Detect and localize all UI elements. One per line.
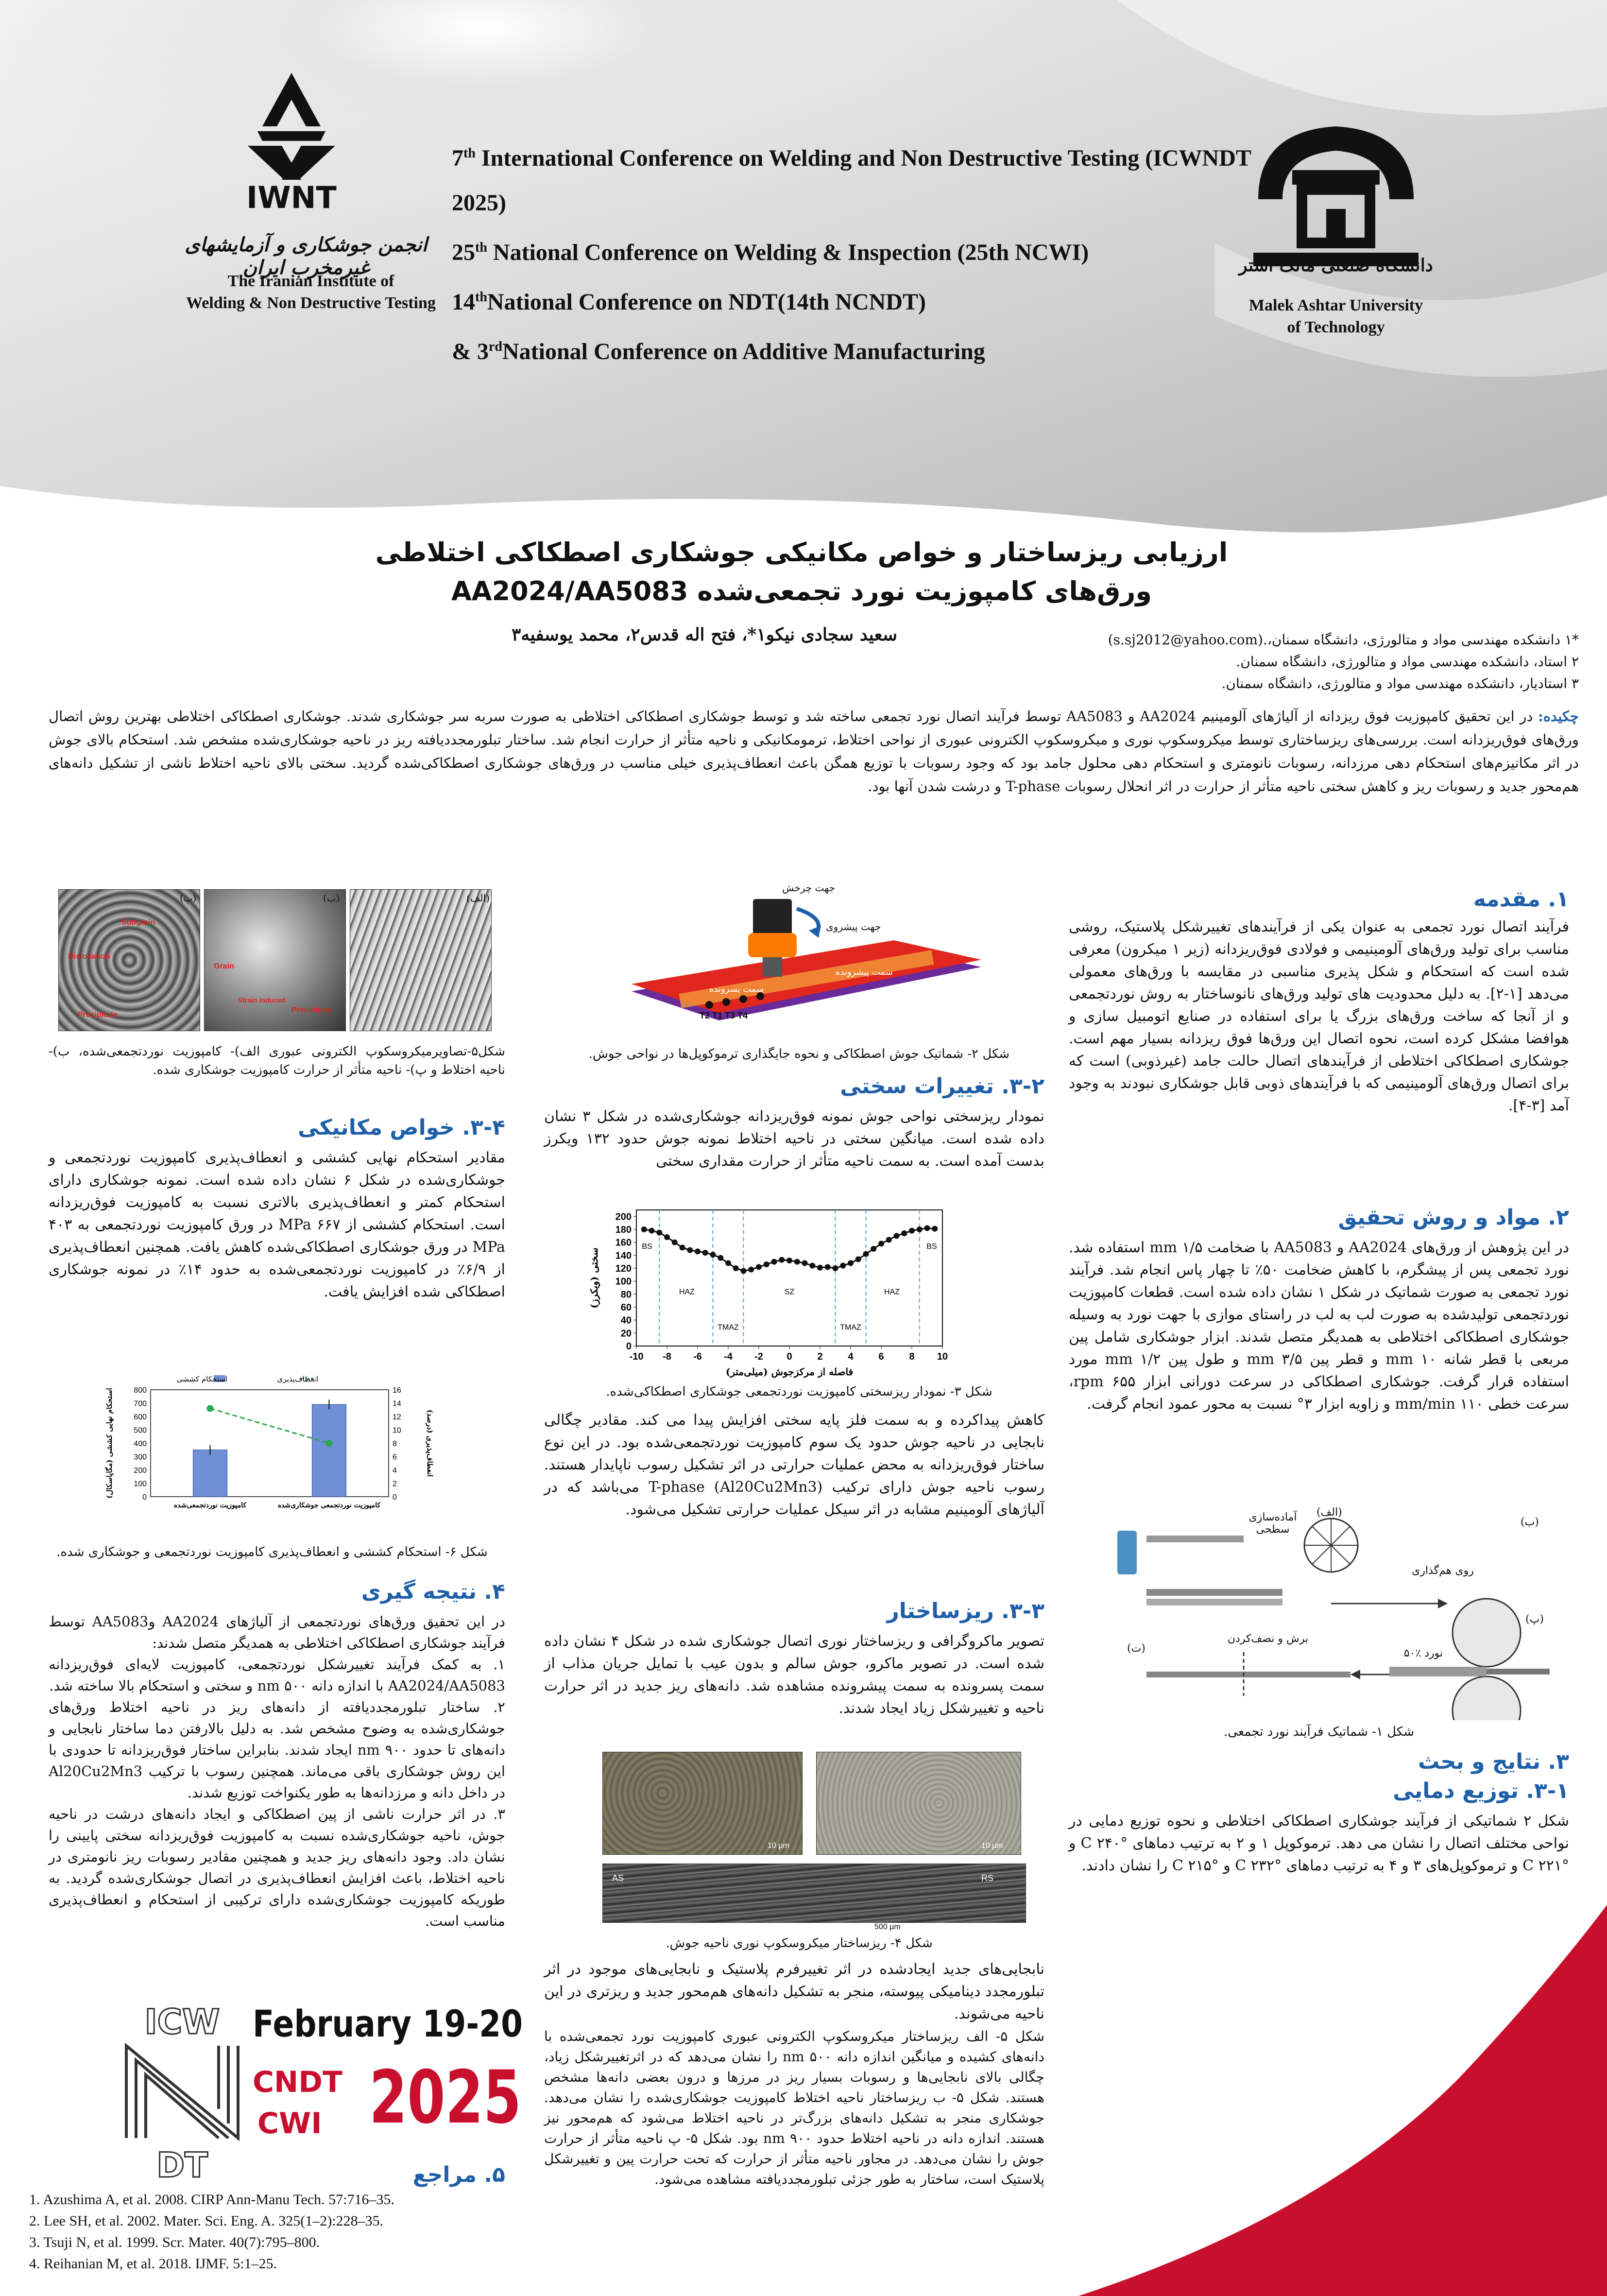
hardness-point — [894, 1233, 900, 1239]
figure-1 — [1098, 1506, 1555, 1720]
reference-item: 1. Azushima A, et al. 2008. CIRP Ann-Manu Tech. 57:716–35. — [29, 2192, 395, 2208]
hardness-point — [917, 1226, 923, 1232]
fig4-scale-2: 10 µm — [981, 1842, 1003, 1850]
fig1-label-b-text: روی هم‌گذاری — [1412, 1565, 1474, 1577]
y-right-tick-label: 16 — [393, 1386, 401, 1395]
conclusion-item: ۱. به کمک فرآیند تغییرشکل نوردتجمعی، کامپوزیت لایه‌ای فوق‌ریزدانه AA2024/AA5083 با اندازه دانه ۵۰۰ nm و سختی و استحکام بالا ساخته شد. — [49, 1656, 505, 1694]
upper-roll — [1453, 1599, 1521, 1667]
paper-title-line2: ورق‌های کامپوزیت نورد تجمعی‌شده AA2024/AA5083 — [451, 576, 1152, 606]
legend-label: استحکام کششی — [176, 1375, 227, 1383]
icwndt-logo — [117, 2002, 248, 2187]
x-tick-label: -2 — [754, 1351, 763, 1362]
figure-5 — [58, 889, 496, 1035]
results-heading: ۳. نتایج و بحث — [1418, 1749, 1569, 1774]
elongation-line — [210, 1409, 329, 1444]
fig2-rotation-label: جهت چرخش — [782, 882, 835, 894]
x-tick-label: 2 — [817, 1351, 823, 1362]
y-right-tick-label: 0 — [393, 1493, 397, 1502]
abstract — [49, 705, 1579, 798]
y-right-tick-label: 8 — [393, 1440, 397, 1448]
y-right-tick-label: 12 — [393, 1413, 401, 1421]
conclusion-item: ۲. ساختار تبلورمجددیافته از دانه‌های ریز در ناحیه اختلاط ورق‌های جوشکاری‌شده به وضوح مشخص شد. به دلیل بالارفتن دما ساختار نابجایی و دانه‌های تا حدود ۹۰۰ nm ایجاد شدند. بنابراین ساختار فوق‌ریزدانه تا حدودی با این روش جوشکاری باقی می‌ماند. همچنین رسوب با ترکیب Al20Cu2Mn3 در داخل دانه و مرزدانه‌ها به طور یکنواخت توزیع شدند. — [49, 1699, 505, 1801]
hardness-point — [802, 1260, 808, 1266]
fig5-precipitate-b: Precipitate — [291, 1006, 331, 1014]
figure-6 — [97, 1370, 447, 1536]
y-tick-label: 160 — [615, 1237, 632, 1248]
figure-2 — [622, 880, 1001, 1025]
iwnt-logo-text: IWNT — [246, 180, 337, 215]
y-right-tick-label: 14 — [393, 1399, 401, 1408]
micrograph-left — [602, 1752, 803, 1855]
authors: سعید سجادی نیکو۱*، فتح اله قدس۲، محمد یوسفیه۳ — [511, 624, 898, 645]
y-tick-label: 60 — [620, 1302, 632, 1313]
hardness-point — [794, 1259, 800, 1265]
results-sub3-text-c: شکل ۵- الف ریزساختار میکروسکوپ الکترونی عبوری کامپوزیت نورد تجمعی‌شده با دانه‌های کشیده و میانگین اندازه دانه ۵۰۰ nm را نشان می‌دهد که در اثرتغییرشکل زیاد، چگالی بالای نابجایی‌ها و رسوبات بسیار ریز در مرزها و درون بعضی دانه‌ها مشخص هستند. شکل ۵- ب ریزساختار ناحیه اختلاط کامپوزیت جوشکاری‌شده را نشان می‌دهد. جوشکاری منجر به تشکیل دانه‌های بزرگ‌تر در ناحیه اختلاط می‌شود که هم‌محور نیز هستند. اندازه دانه در ناحیه اختلاط حدود ۹۰۰ nm بود. شکل ۵- پ ناحیه متأثر از حرارت جوش را نشان می‌دهد. در مجاور ناحیه متأثر از حرارت که تحت حرارت پین و تغییرشکل پلاستیک است، ساختار به طور جزئی تبلورمجددیافته مشاهده می‌شود. — [544, 2028, 1045, 2187]
x-tick-label: -4 — [724, 1351, 733, 1362]
event-date: February 19-20 — [253, 2002, 523, 2045]
fig2-advancing-side: سمت پیشرونده — [836, 967, 893, 977]
mut-en-name-2: of Technology — [1287, 318, 1385, 336]
x-tick-label: -6 — [693, 1351, 702, 1362]
conference-line: 14thNational Conference on NDT(14th NCNDT) — [452, 289, 926, 315]
y-tick-label: 20 — [620, 1328, 632, 1339]
zone-label: TMAZ — [718, 1323, 739, 1332]
fig5-precipitate-c: Precipitate — [78, 1011, 118, 1019]
fig2-retreating-side: سمت پسرونده — [709, 984, 764, 994]
strength-bar — [312, 1404, 346, 1497]
event-year: 2025 — [369, 2055, 522, 2140]
hardness-point — [886, 1237, 892, 1243]
hardness-point — [786, 1258, 792, 1263]
y-left-tick-label: 300 — [134, 1453, 147, 1462]
y-left-axis-label: استحکام نهایی کششی (مگاپاسکال) — [105, 1388, 114, 1499]
figure-2-caption: شکل ۲- شماتیک جوش اصطکاکی و نحوه جایگذاری ترموکوپل‌ها در نواحی جوش. — [588, 1047, 1010, 1061]
references-heading: ۵. مراجع — [412, 2162, 505, 2187]
hardness-point — [771, 1259, 777, 1265]
y-right-tick-label: 10 — [393, 1426, 401, 1435]
hardness-point — [840, 1263, 846, 1269]
hardness-point — [878, 1241, 884, 1246]
figure-3-caption: شکل ۳- نمودار ریزسختی کامپوزیت نوردتجمعی جوشکاری اصطکاکی‌شده. — [606, 1384, 992, 1399]
conclusion-text — [49, 1611, 505, 1932]
hardness-point — [871, 1246, 876, 1252]
zone-label: BS — [926, 1243, 937, 1251]
hardness-point — [848, 1260, 854, 1266]
hardness-point — [863, 1251, 869, 1257]
abstract-text: در این تحقیق کامپوزیت فوق ریزدانه از آلیاژهای آلومینیم AA2024 و AA5083 توسط فرآیند اتصال نورد تجمعی ساخته شد و توسط جوشکاری اصطکاکی اختلاطی به صورت سربه سر جوشکاری شدند. جوشکاری اصطکاکی اختلاطی بهترین روش اتصال ورق‌های فوق‌ریزدانه است. بررسی‌های ریزساختاری توسط میکروسکوپ نوری و میکروسکوپ الکترونی عبوری از نواحی اختلاط، ترمومکانیکی و ناحیه متأثر از حرارت انجام شد. ساختار تبلورمجددیافته ریز در ناحیه جوشکاری‌شده مشخص شد. استحکام بالای جوش در اثر مکانیزم‌های استحکام دهی مرزدانه، رسوبات نانومتری و استحکام دهی محلول جامد بود که وجود رسوبات با توزیع همگن باعث انعطاف‌پذیری خیلی مناسب در ورق‌های جوشکاری اصطکاکی‌شده گردید. سختی بالای ناحیه اختلاط ناشی از تشکیل دانه‌های هم‌محور جدید و رسوبات ریز و کاهش سختی ناحیه متأثر از حرارت در اثر انحلال رسوبات T-phase و درشت شدن آنها بود. — [49, 708, 1579, 794]
hardness-point — [855, 1256, 861, 1262]
hardness-point — [756, 1264, 762, 1270]
fig5-label-a: (الف) — [466, 892, 490, 904]
hardness-point — [741, 1268, 747, 1274]
results-sub4-heading: ۳-۴. خواص مکانیکی — [298, 1115, 505, 1140]
intro-text: فرآیند اتصال نورد تجمعی به عنوان یکی از فرآیندهای تغییرشکل پلاستیک، روشی مناسب برای تولید ورق‌های آلومینیمی و فولادی فوق‌ریزدانه (زیر ۱ میکرون) معرفی شده است که استحکام و شکل پذیری مناسبی در مقایسه با ورق‌های معمولی می‌دهد [۱-۲]. به دلیل محدودیت های تولید ورق‌های نانوساختار به روش نوردتجمعی و از آنجا که ساخت ورق‌های بزرگ یا برای استفاده در صنایع اتومبیل سازی و هوافضا مشکل کرده است، نحوه اتصال این ورق‌ها فوق ریزدانه بسیار مهم است. جوشکاری اصطکاکی اختلاطی از فرآیندهای اتصال حالت جامد (غیرذوبی) است که برای اتصال ورق‌های آلومینیمی که با فرآیندهای ذوبی قابل جوشکاری نبودند به وجود آمد [۳-۴]. — [1069, 918, 1570, 1114]
fig1-label-c: (پ) — [1525, 1613, 1544, 1625]
intro-heading: ۱. مقدمه — [1473, 887, 1569, 912]
y-left-tick-label: 700 — [134, 1399, 147, 1408]
fig4-rs-label: RS — [981, 1873, 994, 1883]
x-tick-label: -8 — [663, 1351, 671, 1362]
conference-line: 25th National Conference on Welding & Inspection (25th NCWI) — [452, 240, 1089, 265]
hardness-point — [817, 1265, 823, 1271]
reference-item: 3. Tsuji N, et al. 1999. Scr. Mater. 40(7):795–800. — [29, 2234, 320, 2250]
hardness-point — [932, 1226, 938, 1232]
y-tick-label: 0 — [626, 1341, 632, 1352]
affiliation-3: ۳ استادیار، دانشکده مهندسی مواد و متالورژی، دانشگاه سمنان. — [1221, 675, 1579, 691]
fig5-grain: Grain — [214, 962, 234, 970]
results-sub2-heading: ۳-۲. تغییرات سختی — [840, 1074, 1044, 1099]
micrograph-right — [816, 1752, 1021, 1855]
fig5-label-b: (ب) — [323, 892, 340, 904]
icwndt-logo-bottom: DT — [156, 2145, 208, 2185]
plot-frame — [636, 1210, 942, 1346]
zone-label: TMAZ — [840, 1323, 861, 1332]
y-tick-label: 40 — [620, 1315, 632, 1326]
hardness-point — [656, 1230, 662, 1236]
hardness-chart — [583, 1200, 952, 1380]
y-left-tick-label: 0 — [142, 1493, 147, 1502]
hardness-point — [909, 1228, 915, 1234]
fig1-label-a: (الف) — [1316, 1506, 1342, 1519]
iwnt-en-name-1: The Iranian Institute of — [227, 272, 394, 290]
reference-item: 2. Lee SH, et al. 2002. Mater. Sci. Eng. A. 325(1–2):228–35. — [29, 2213, 384, 2229]
tem-image-a — [350, 889, 492, 1031]
conference-line: & 3rdNational Conference on Additive Manufacturing — [452, 339, 985, 364]
fig4-scale-1: 10 µm — [768, 1842, 789, 1850]
results-sub3-text: تصویر ماکروگرافی و ریزساختار نوری اتصال جوشکاری شده در شکل ۴ نشان داده شده است. در تصویر ماکرو، جوش سالم و بدون عیب با تمایل جریان مذاب از سمت پسرونده به سمت پیشرونده مشاهده شد. دانه‌های ریز جدید در اثر حرارت ناحیه و تغییرشکل زیاد ایجاد شدند. — [544, 1633, 1044, 1717]
y-right-tick-label: 4 — [393, 1467, 397, 1475]
arb-schematic — [1098, 1506, 1555, 1720]
mut-logo — [1244, 117, 1428, 277]
affiliation-2: ۲ استاد، دانشکده مهندسی مواد و متالورژی، دانشگاه سمنان. — [1236, 654, 1579, 670]
zone-label: HAZ — [679, 1288, 695, 1296]
lower-roll — [1453, 1676, 1521, 1720]
cndt-label: CNDT — [253, 2065, 342, 2099]
category-label: کامپوزیت نوردتجمعی جوشکاری‌شده — [277, 1502, 381, 1509]
x-tick-label: -10 — [629, 1351, 644, 1362]
hardness-point — [825, 1264, 831, 1270]
hardness-point — [764, 1261, 769, 1267]
y-left-tick-label: 200 — [134, 1467, 147, 1475]
legend-label: انعطاف‌پذیری — [277, 1375, 318, 1383]
hardness-point — [809, 1263, 815, 1269]
category-label: کامپوزیت نوردتجمعی‌شده — [173, 1502, 247, 1509]
methods-heading: ۲. مواد و روش تحقیق — [1338, 1205, 1569, 1230]
hardness-point — [833, 1265, 838, 1271]
results-sub2-text-b: کاهش پیداکرده و به سمت فلز پایه سختی افزایش پیدا می کند. مقادیر چگالی نابجایی در ناحیه جوش حدود یک سوم کامپوزیت نوردتجمعی‌شده بود. در این نوع ساختار فوق‌ریزدانه به محض عملیات حرارتی در اثر تشکیل رسوب ناپایدار هستند. رسوب ناحیه جوش دارای ترکیب T-phase (Al20Cu2Mn3) می‌باشد که در آلیاژهای آلومینیم مشابه در اثر سیکل عملیات حرارتی تشکیل می‌شود. — [544, 1412, 1044, 1518]
affiliation-1: *۱ دانشکده مهندسی مواد و متالورژی، دانشگاه سمنان،.(s.sj2012@yahoo.com) — [1108, 632, 1579, 648]
references — [29, 2189, 515, 2275]
mut-en-name-1: Malek Ashtar University — [1248, 296, 1423, 314]
y-left-tick-label: 600 — [134, 1413, 147, 1421]
fig2-thermocouples: T2 T1 T3 T4 — [700, 1011, 748, 1020]
cwi-label: CWI — [257, 2106, 322, 2141]
x-tick-label: 10 — [937, 1351, 948, 1362]
zone-label: BS — [642, 1243, 652, 1251]
hardness-point — [748, 1267, 754, 1273]
hardness-point — [695, 1248, 701, 1254]
y-tick-label: 140 — [615, 1250, 632, 1261]
results-sub3-heading: ۳-۳. ریزساختار — [887, 1599, 1044, 1623]
fig5-subgrain: Subgrain — [121, 918, 155, 927]
fig4-as-label: AS — [612, 1873, 624, 1883]
conclusion-intro: در این تحقیق ورق‌های نوردتجمعی از آلیاژهای AA2024 وAA5083 توسط فرآیند جوشکاری اصطکاکی اختلاطی به همدیگر متصل شدند: — [49, 1613, 505, 1651]
mut-fa-name: دانشگاه صنعتی مالک اشتر — [1239, 255, 1433, 276]
x-axis-label: فاصله از مرکزجوش (میلی‌متر) — [725, 1366, 854, 1378]
strength-bar — [193, 1450, 227, 1497]
y-right-tick-label: 6 — [393, 1453, 397, 1462]
plot-frame — [151, 1390, 389, 1497]
figure-6-caption: شکل ۶- استحکام کششی و انعطاف‌پذیری کامپوزیت نوردتجمعی و جوشکاری شده. — [56, 1545, 488, 1559]
hardness-point — [641, 1226, 647, 1232]
hardness-point — [901, 1230, 907, 1236]
figure-3 — [583, 1200, 952, 1380]
hardness-point — [649, 1228, 655, 1234]
degreasing-bottle — [1117, 1531, 1137, 1574]
zone-label: HAZ — [884, 1288, 900, 1296]
fig1-label-d: (ت) — [1127, 1642, 1145, 1655]
abstract-label: چکیده: — [1538, 708, 1579, 725]
figure-1-caption: شکل ۱- شماتیک فرآیند نورد تجمعی. — [1223, 1725, 1415, 1739]
hardness-point — [779, 1257, 785, 1263]
results-sub4-text: مقادیر استحکام نهایی کششی و انعطاف‌پذیری کامپوزیت نوردتجمعی و جوشکاری‌شده در شکل ۶ نشان داده شده است. نمونه جوشکاری دارای استحکام کمتر و انعطاف‌پذیری بالاتری نسبت به کامپوزیت فوق‌ریزدانه است. استحکام کششی از ۶۶۷ MPa در ورق کامپوزیت نوردتجمعی به ۴۰۳ MPa در ورق جوشکاری اصطکاکی‌شده کاهش یافت. همچنین انعطاف‌پذیری از ۶/۹٪ در کامپوزیت نوردتجمعی‌شده به حدود ۱۴٪ در نمونه جوشکاری اصطکاکی شده افزایش یافت. — [49, 1149, 505, 1300]
y-left-tick-label: 100 — [134, 1480, 147, 1488]
tensile-chart — [97, 1370, 447, 1536]
reference-item: 4. Reihanian M, et al. 2018. IJMF. 5:1–25. — [29, 2256, 277, 2272]
y-tick-label: 80 — [620, 1289, 632, 1300]
y-tick-label: 180 — [615, 1225, 632, 1235]
y-axis-label: سختی (ویکرز) — [588, 1247, 600, 1309]
results-sub3-text-b: نابجایی‌های جدید ایجادشده در اثر تغییرفرم پلاستیک و نابجایی‌های موجود در اثر تبلورمجدد دینامیکی پیوسته، منجر به تشکیل دانه‌های هم‌محور جدید و ریزتری در این ناحیه می‌شوند. — [544, 1961, 1044, 2022]
red-corner-decoration — [1078, 1905, 1607, 2296]
elongation-point — [207, 1405, 214, 1412]
y-left-tick-label: 500 — [134, 1426, 147, 1435]
y-tick-label: 100 — [615, 1276, 632, 1287]
macrograph — [602, 1864, 1026, 1923]
conference-line: 7th International Conference on Welding and Non Destructive Testing (ICWNDT 2025) — [452, 145, 1251, 216]
x-tick-label: 0 — [786, 1351, 792, 1362]
hardness-point — [672, 1240, 678, 1245]
hardness-point — [718, 1255, 723, 1261]
fig5-label-c: (پ) — [180, 892, 197, 904]
elongation-point — [326, 1440, 333, 1447]
hardness-point — [725, 1260, 731, 1266]
fig4-scale-3: 500 µm — [874, 1923, 901, 1931]
zone-label: SZ — [784, 1288, 795, 1296]
fig2-advance-label: جهت پیشروی — [826, 921, 881, 932]
icwndt-logo-top: ICW — [144, 2002, 220, 2042]
hardness-point — [924, 1225, 930, 1231]
fig1-label-d-text: برش و نصف‌کردن — [1227, 1633, 1309, 1645]
y-right-tick-label: 2 — [393, 1480, 397, 1488]
hardness-point — [680, 1244, 685, 1250]
x-tick-label: 6 — [878, 1351, 884, 1362]
fig5-dislocation: Dislocation — [68, 952, 110, 961]
fsw-schematic — [622, 880, 1001, 1025]
y-left-tick-label: 400 — [134, 1440, 147, 1448]
y-left-tick-label: 800 — [134, 1386, 147, 1395]
fig1-label-b: (ب) — [1521, 1516, 1539, 1528]
x-tick-label: 4 — [848, 1351, 854, 1362]
figure-5-caption: شکل۵-تصاویرمیکروسکوپ الکترونی عبوری الف)- کامپوزیت نوردتجمعی‌شده، ب)- ناحیه اختلاط و پ)- ناحیه متأثر از حرارت کامپوزیت جوشکاری شده. — [49, 1044, 505, 1077]
hardness-point — [710, 1252, 716, 1258]
fig1-label-c-text: نورد ٪۵۰ — [1403, 1647, 1443, 1659]
methods-text: در این پژوهش از ورق‌های AA2024 و AA5083 با ضخامت ۱/۵ mm استفاده شد. نورد تجمعی پس از پیشگرم، با کاهش ضخامت ۵۰٪ تا چهار پاس انجام شد. فرآیند نورد تجمعی به صورت شماتیک در شکل ۱ نشان داده شده است. قطعات کامپوزیت نوردتجمعی تولیدشده به صورت لب به لب در راستای موازی با جهت نورد به وسیله جوشکاری اصطکاکی اختلاطی به همدیگر متصل شدند. ابزار جوشکاری شامل پین مربعی با قطر شانه ۱۰ mm و قطر پین ۳/۵ mm و طول پین ۱/۲ mm مورد استفاده قرار گرفت. جوشکاری اصطکاکی در سرعت دورانی ابزار ۶۵۵ rpm، سرعت خطی ۱۱۰ mm/min و زاویه ابزار ۳° نسبت به محور عمود انجام گرفت. — [1069, 1239, 1569, 1413]
icwndt-n-mark — [121, 2041, 243, 2143]
x-tick-label: 8 — [909, 1351, 915, 1362]
iwnt-fa-name: انجمن جوشکاری و آزمایشهای غیرمخرب ایران — [185, 233, 427, 279]
conclusion-item: ۳. در اثر حرارت ناشی از پین اصطکاکی و ایجاد دانه‌های درشت در ناحیه جوش، ناحیه جوشکاری‌شده نسبت به کامپوزیت فوق‌ریزدانه سختی پایینی را نشان داد. وجود دانه‌های ریز جدید و همچنین مقادیر رسوبات ریز نانومتری در ناحیه اختلاط، باعث افزایش انعطاف‌پذیری در اتصال جوشکاری‌شده گردید. به طوریکه کامپوزیت جوشکاری‌شده دارای ترکیبی از استحکام و انعطاف‌پذیری مناسب است. — [49, 1806, 505, 1929]
results-sub1-text: شکل ۲ شماتیکی از فرآیند جوشکاری اصطکاکی اختلاطی و نحوه توزیع دمایی در نواحی مختلف اتصال را نشان می دهد. ترموکوپل ۱ و ۲ به ترتیب دماهای °C ۲۴۰ و °C ۲۲۱ و ترموکوپل‌های ۳ و ۴ به ترتیب دماهای °C ۲۳۲ و °C ۲۱۵ را نشان دادند. — [1069, 1813, 1569, 1874]
hardness-point — [733, 1265, 739, 1271]
results-sub2-text: نمودار ریزسختی نواحی جوش نمونه فوق‌ریزدانه جوشکاری‌شده در شکل ۳ نشان داده شده است. میانگین سختی در ناحیه اختلاط نمونه جوش حدود ۱۳۲ ویکرز بدست آمده است. به سمت ناحیه متأثر از حرارت مقداری سختی — [544, 1108, 1045, 1170]
fig5-strain: Strain induced — [238, 996, 286, 1004]
figure-4 — [602, 1752, 1030, 1932]
results-sub1-heading: ۳-۱. توزیع دمایی — [1393, 1778, 1569, 1803]
conclusion-heading: ۴. نتیجه گیری — [361, 1579, 505, 1604]
y-tick-label: 200 — [615, 1211, 632, 1223]
paper-title-line1: ارزیابی ریزساختار و خواص مکانیکی جوشکاری اصطکاکی اختلاطی — [375, 537, 1228, 568]
iwnt-en-name-2: Welding & Non Destructive Testing — [186, 294, 436, 312]
mut-emblem — [1244, 117, 1428, 277]
y-right-axis-label: انعطاف‌پذیری (درصد) — [426, 1409, 434, 1477]
hardness-point — [687, 1247, 693, 1253]
y-tick-label: 120 — [615, 1263, 632, 1274]
hardness-point — [702, 1250, 708, 1256]
figure-4-caption: شکل ۴- ریزساختار میکروسکوپ نوری ناحیه جوش. — [666, 1936, 933, 1951]
fig1-label-a-text: آماده‌سازی سطحی — [1248, 1511, 1297, 1536]
conference-titles — [452, 131, 1253, 374]
hardness-point — [664, 1234, 670, 1240]
